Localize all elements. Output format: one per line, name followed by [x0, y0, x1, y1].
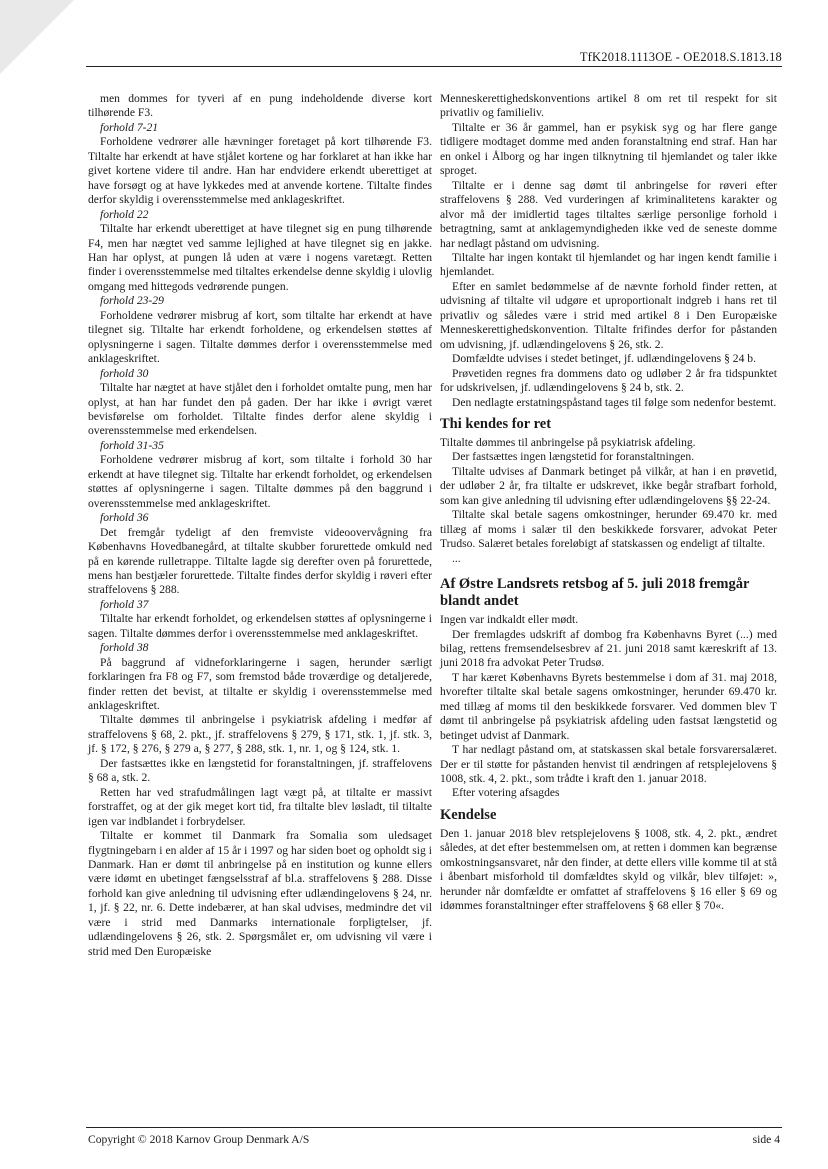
paragraph: Menneskerettighedskonventions artikel 8 om ret til respekt for sit privatliv og familieliv. [440, 92, 777, 120]
paragraph: Tiltalte skal betale sagens omkostninger, herunder 69.470 kr. med tillæg af moms i salær til den beskikkede forsvarer, advokat Peter Trudso. Salæret betales foreløbigt af statskassen og endeligt af tiltalte. [440, 508, 777, 551]
count-heading: forhold 37 [100, 597, 149, 611]
count-heading: forhold 31-35 [100, 438, 164, 452]
omission-marker: ... [452, 551, 461, 565]
paragraph: Retten har ved strafudmålingen lagt vægt på, at tiltalte er massivt forstraffet, og at der gik meget kort tid, fra tiltalte blev løsladt, til tiltalte igen var indblandet i forbrydelser. [88, 785, 432, 828]
footer-rule [86, 1127, 782, 1128]
paragraph: På baggrund af vidneforklaringerne i sagen, herunder særligt forklaringen fra F8 og F7, som fremstod både troværdige og detaljerede, finder retten det bevist, at tiltalte er skyldig i overensstemmelse med anklageskriftet. [88, 655, 432, 713]
header-rule [86, 66, 782, 67]
paragraph: Tiltalte har nægtet at have stjålet den i forholdet omtalte pung, men har oplyst, at han har fundet den på gaden. Der har ikke i øvrigt været bevisførelse om forholdet. Tiltalte findes derfor alene skyldig i overensstemmelse med erkendelsen. [88, 381, 432, 438]
paragraph: Forholdene vedrører misbrug af kort, som tiltalte har erkendt at have tilegnet sig. Tiltalte har erkendt forholdene, og erkendelsen støttes af oplysningerne i sagen. Tiltalte dømmes derfor i overensstemmelse med anklageskriftet. [88, 308, 432, 366]
right-column [440, 92, 777, 914]
paragraph: Tiltalte dømmes til anbringelse i psykiatrisk afdeling i medfør af straffelovens § 68, 2. pkt., jf. straffelovens § 279, § 171, stk. 1, jf. stk. 3, jf. § 172, § 276, § 279 a, § 277, § 288, stk. 1, nr. 1, og § 124, stk. 1. [88, 713, 432, 756]
paragraph: Tiltalte har ingen kontakt til hjemlandet og har ingen kendt familie i hjemlandet. [440, 250, 777, 279]
paragraph: Efter en samlet bedømmelse af de nævnte forhold finder retten, at udvisning af tiltalte vil udgøre et uproportionalt indgreb i hans ret til privatliv og således være i strid med artikel 8 i Den Europæiske Menneskerettighedskonvention. Tiltalte frifindes derfor for påstanden om udvisning, jf. udlændingelovens § 26, stk. 2. [440, 279, 777, 351]
section-heading: Kendelse [440, 806, 497, 823]
paragraph: Forholdene vedrører misbrug af kort, som tiltalte i forhold 30 har erkendt at have tilegnet sig. Tiltalte har erkendt forholdet, og erkendelsen støttes af oplysningerne i sagen. Tiltalte dømmes på den baggrund i overensstemmelse med anklageskriftet. [88, 453, 432, 510]
paragraph: Der fremlagdes udskrift af dombog fra Københavns Byret (...) med bilag, rettens fremsendelsesbrev af 21. juni 2018 samt kæreskrift af 13. juni 2018 fra advokat Peter Trudsø. [440, 627, 777, 670]
paragraph: Den nedlagte erstatningspåstand tages til følge som nedenfor bestemt. [452, 395, 777, 409]
count-heading: forhold 23-29 [100, 294, 164, 308]
paragraph: T har nedlagt påstand om, at statskassen skal betale forsvarersalæret. Der er til støtte for påstanden henvist til ændringen af retsplejelovens § 1008, stk. 4, 2. pkt., som trådte i kraft den 1. januar 2018. [440, 743, 777, 786]
section-heading: Af Østre Landsrets retsbog af 5. juli 2018 fremgår blandt andet [440, 576, 750, 610]
document-id: TfK2018.1113OE - OE2018.S.1813.18 [579, 50, 782, 64]
section-heading: Thi kendes for ret [440, 415, 552, 432]
page-number: side 4 [752, 1133, 780, 1146]
paragraph: Efter votering afsagdes [452, 786, 560, 800]
paragraph: Tiltalte dømmes til anbringelse på psykiatrisk afdeling. [440, 435, 696, 449]
paragraph: Der fastsættes ingen længstetid for foranstaltningen. [452, 450, 695, 464]
paragraph: Den 1. januar 2018 blev retsplejelovens § 1008, stk. 4, 2. pkt., ændret således, at det efter bestemmelsen om, at retten i dommen kan begrænse omkostningsansvaret, når den finder, at dette ellers ville komme til at stå i åbenbart misforhold til domfældtes skyld og vilkår, blev tilføjet: », herunder når domfældte er omfattet af straffelovens § 16 eller § 69 og idømmes foranstaltninger efter straffelovens § 68 eller § 70«. [440, 826, 777, 913]
count-heading: forhold 7-21 [100, 120, 159, 134]
paragraph: Ingen var indkaldt eller mødt. [440, 613, 579, 627]
count-heading: forhold 38 [100, 641, 149, 655]
paragraph: Der fastsættes ikke en længstetid for foranstaltningen, jf. straffelovens § 68 a, stk. 2. [88, 756, 432, 785]
paragraph: T har kæret Københavns Byrets bestemmelse i dom af 31. maj 2018, hvorefter tiltalte skal betale sagens omkostninger, herunder 69.470 kr. med tillæg af moms til den beskikkede forsvarer. Ved dommen blev T dømt til anbringelse på psykiatrisk afdeling uden fastsat længstetid og betinget udvist af Danmark. [440, 670, 777, 742]
paragraph: men dommes for tyveri af en pung indeholdende diverse kort tilhørende F3. [88, 92, 432, 120]
count-heading: forhold 22 [100, 207, 149, 221]
count-heading: forhold 36 [100, 511, 149, 525]
page-corner-fold [0, 0, 74, 74]
left-column [88, 92, 432, 959]
paragraph: Forholdene vedrører alle hævninger foretaget på kort tilhørende F3. Tiltalte har erkendt at have stjålet kortene og har forklaret at han ikke har givet kortene videre til andre. Han har endvidere erkendt uberettiget at have forsøgt og at have lykkedes med at anvende kortene. Tiltalte findes derfor skyldig i overensstemmelse med anklageskriftet. [88, 135, 432, 207]
paragraph: Tiltalte har erkendt forholdet, og erkendelsen støttes af oplysningerne i sagen. Tiltalte dømmes derfor i overensstemmelse med anklageskriftet. [88, 612, 432, 640]
count-heading: forhold 30 [100, 366, 149, 380]
paragraph: Domfældte udvises i stedet betinget, jf. udlændingelovens § 24 b. [452, 352, 756, 366]
paragraph: Tiltalte er kommet til Danmark fra Somalia som uledsaget flygtningebarn i en alder af 15 år i 1997 og har siden boet og opholdt sig i Danmark. Han er dømt til anbringelse på en institution og kunne ellers være idømt en ubetinget fængselsstraf af bl.a. straffelovens § 288. Disse forhold kan give anledning til udvisning efter udlændingelovens § 24, nr. 1, jf. § 22, nr. 6. Dette indebærer, at han skal udvises, medmindre det vil være i strid med Danmarks internationale forpligtelser, jf. udlændingelovens § 26, stk. 2. Spørgsmålet er, om udvisning vil være i strid med Den Europæiske [88, 829, 432, 958]
paragraph: Tiltalte har erkendt uberettiget at have tilegnet sig en pung tilhørende F4, men har nægtet ved samme lejlighed at have tilegnet sig en jakke. Han har oplyst, at pungen lå uden at være i nogens varetægt. Retten finder i overensstemmelse med tiltaltes erkendelse denne skyldig i ulovlig omgang med hittegods vedrørende pungen. [88, 222, 432, 293]
paragraph: Det fremgår tydeligt af den fremviste videoovervågning fra Københavns Hovedbanegård, at tiltalte skubber forurettede omkuld ned på en kørende rulletrappe. Tiltalte lagde sig derefter oven på forurettede, mens han bestjæler forurettede. Tiltalte findes derfor skyldig i røveri efter straffelovens § 288. [88, 525, 432, 597]
paragraph: Tiltalte er 36 år gammel, han er psykisk syg og har flere gange tidligere modtaget domme med anden foranstaltning end straf. Han har en onkel i Ålborg og har ingen tilknytning til hjemlandet og taler ikke sproget. [440, 120, 777, 178]
copyright-notice: Copyright © 2018 Karnov Group Denmark A/S [88, 1133, 310, 1146]
paragraph: Tiltalte udvises af Danmark betinget på vilkår, at han i en prøvetid, der udløber 2 år, fra tiltalte er udskrevet, ikke begår strafbart forhold, som kan give anledning til udvisning efter udlændingelovens §§ 22-24. [440, 464, 777, 507]
paragraph: Prøvetiden regnes fra dommens dato og udløber 2 år fra tidspunktet for udskrivelsen, jf. udlændingelovens § 24 b, stk. 2. [440, 366, 777, 395]
paragraph: Tiltalte er i denne sag dømt til anbringelse for røveri efter straffelovens § 288. Ved vurderingen af kriminalitetens karakter og alvor må der imidlertid tages tiltaltes særlige personlige forhold i betragtning, samt at anklagemyndigheden ikke ved de seneste domme har nedlagt påstand om udvisning. [440, 178, 777, 250]
